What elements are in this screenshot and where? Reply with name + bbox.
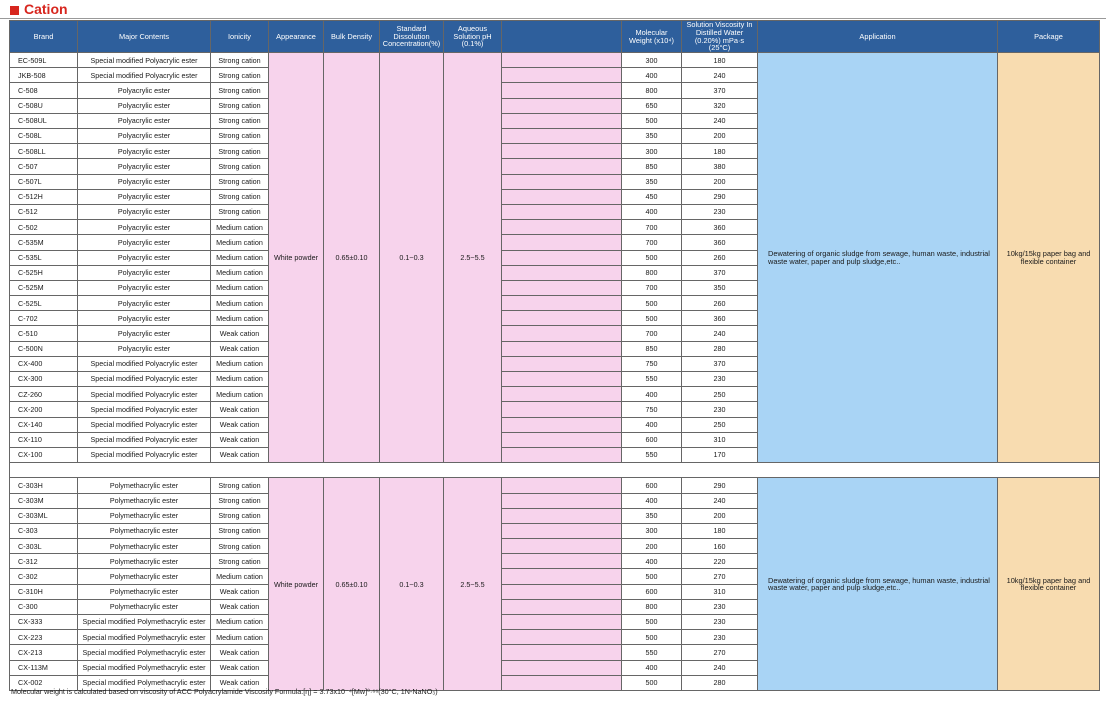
brand-cell: C-302 bbox=[10, 569, 78, 584]
viscosity-cell: 280 bbox=[682, 341, 758, 356]
viscosity-cell: 230 bbox=[682, 372, 758, 387]
brand-cell: C-300 bbox=[10, 599, 78, 614]
ionicity-cell: Strong cation bbox=[211, 129, 269, 144]
blank-cell bbox=[502, 341, 622, 356]
ionicity-cell: Weak cation bbox=[211, 447, 269, 462]
blank-cell bbox=[502, 615, 622, 630]
major-contents-cell: Special modified Polymethacrylic ester bbox=[78, 615, 211, 630]
ionicity-cell: Weak cation bbox=[211, 584, 269, 599]
blank-cell bbox=[502, 508, 622, 523]
major-contents-cell: Polyacrylic ester bbox=[78, 326, 211, 341]
ionicity-cell: Weak cation bbox=[211, 599, 269, 614]
ph-cell: 2.5~5.5 bbox=[444, 478, 502, 691]
major-contents-cell: Special modified Polymethacrylic ester bbox=[78, 630, 211, 645]
brand-cell: C-508L bbox=[10, 129, 78, 144]
brand-cell: CX-100 bbox=[10, 447, 78, 462]
blank-cell bbox=[502, 129, 622, 144]
bulk-density-cell: 0.65±0.10 bbox=[324, 53, 380, 463]
major-contents-cell: Polymethacrylic ester bbox=[78, 478, 211, 493]
viscosity-cell: 240 bbox=[682, 68, 758, 83]
section-header bbox=[0, 0, 1106, 20]
molecular-weight-cell: 500 bbox=[622, 630, 682, 645]
brand-cell: C-303ML bbox=[10, 508, 78, 523]
blank-cell bbox=[502, 402, 622, 417]
molecular-weight-cell: 800 bbox=[622, 265, 682, 280]
ionicity-cell: Weak cation bbox=[211, 341, 269, 356]
ionicity-cell: Strong cation bbox=[211, 508, 269, 523]
viscosity-cell: 200 bbox=[682, 129, 758, 144]
ionicity-cell: Weak cation bbox=[211, 432, 269, 447]
blank-cell bbox=[502, 53, 622, 68]
viscosity-cell: 360 bbox=[682, 220, 758, 235]
blank-cell bbox=[502, 523, 622, 538]
brand-cell: JKB-508 bbox=[10, 68, 78, 83]
molecular-weight-cell: 750 bbox=[622, 356, 682, 371]
molecular-weight-cell: 500 bbox=[622, 311, 682, 326]
viscosity-cell: 320 bbox=[682, 98, 758, 113]
brand-cell: C-702 bbox=[10, 311, 78, 326]
blank-cell bbox=[502, 144, 622, 159]
viscosity-cell: 170 bbox=[682, 447, 758, 462]
blank-cell bbox=[502, 387, 622, 402]
brand-cell: CX-140 bbox=[10, 417, 78, 432]
blank-cell bbox=[502, 296, 622, 311]
major-contents-cell: Polyacrylic ester bbox=[78, 159, 211, 174]
molecular-weight-cell: 400 bbox=[622, 493, 682, 508]
major-contents-cell: Polyacrylic ester bbox=[78, 98, 211, 113]
ionicity-cell: Strong cation bbox=[211, 113, 269, 128]
blank-cell bbox=[502, 113, 622, 128]
blank-cell bbox=[502, 447, 622, 462]
dissolution-cell: 0.1~0.3 bbox=[380, 478, 444, 691]
ionicity-cell: Weak cation bbox=[211, 326, 269, 341]
viscosity-cell: 370 bbox=[682, 356, 758, 371]
molecular-weight-cell: 400 bbox=[622, 68, 682, 83]
blank-cell bbox=[502, 235, 622, 250]
table-row bbox=[10, 53, 1100, 68]
blank-cell bbox=[502, 493, 622, 508]
ionicity-cell: Strong cation bbox=[211, 98, 269, 113]
major-contents-cell: Polyacrylic ester bbox=[78, 265, 211, 280]
ionicity-cell: Weak cation bbox=[211, 675, 269, 690]
ionicity-cell: Strong cation bbox=[211, 53, 269, 68]
blank-cell bbox=[502, 675, 622, 690]
blank-cell bbox=[502, 98, 622, 113]
major-contents-cell: Polyacrylic ester bbox=[78, 83, 211, 98]
brand-cell: C-510 bbox=[10, 326, 78, 341]
major-contents-cell: Polymethacrylic ester bbox=[78, 599, 211, 614]
ionicity-cell: Strong cation bbox=[211, 174, 269, 189]
ionicity-cell: Medium cation bbox=[211, 630, 269, 645]
ionicity-cell: Weak cation bbox=[211, 417, 269, 432]
blank-cell bbox=[502, 554, 622, 569]
molecular-weight-cell: 700 bbox=[622, 280, 682, 295]
molecular-weight-cell: 350 bbox=[622, 174, 682, 189]
major-contents-cell: Polyacrylic ester bbox=[78, 174, 211, 189]
viscosity-cell: 370 bbox=[682, 83, 758, 98]
major-contents-cell: Special modified Polyacrylic ester bbox=[78, 53, 211, 68]
application-cell: Dewatering of organic sludge from sewage, human waste, industrial waste water, paper and pulp sludge,etc.. bbox=[758, 53, 998, 463]
major-contents-cell: Polymethacrylic ester bbox=[78, 539, 211, 554]
major-contents-cell: Special modified Polymethacrylic ester bbox=[78, 645, 211, 660]
viscosity-cell: 230 bbox=[682, 599, 758, 614]
major-contents-cell: Special modified Polyacrylic ester bbox=[78, 432, 211, 447]
molecular-weight-cell: 750 bbox=[622, 402, 682, 417]
brand-cell: C-525H bbox=[10, 265, 78, 280]
brand-cell: C-507L bbox=[10, 174, 78, 189]
viscosity-cell: 200 bbox=[682, 174, 758, 189]
blank-cell bbox=[502, 539, 622, 554]
brand-cell: CX-300 bbox=[10, 372, 78, 387]
blank-cell bbox=[502, 311, 622, 326]
viscosity-cell: 270 bbox=[682, 569, 758, 584]
molecular-weight-cell: 850 bbox=[622, 341, 682, 356]
section-title: Cation bbox=[24, 1, 68, 17]
blank-cell bbox=[502, 417, 622, 432]
brand-cell: C-535L bbox=[10, 250, 78, 265]
application-cell: Dewatering of organic sludge from sewage, human waste, industrial waste water, paper and pulp sludge,etc.. bbox=[758, 478, 998, 691]
brand-cell: C-508LL bbox=[10, 144, 78, 159]
blank-cell bbox=[502, 432, 622, 447]
viscosity-cell: 310 bbox=[682, 584, 758, 599]
molecular-weight-cell: 550 bbox=[622, 447, 682, 462]
viscosity-cell: 180 bbox=[682, 144, 758, 159]
major-contents-cell: Polymethacrylic ester bbox=[78, 523, 211, 538]
blank-cell bbox=[502, 280, 622, 295]
major-contents-cell: Special modified Polyacrylic ester bbox=[78, 372, 211, 387]
package-cell: 10kg/15kg paper bag and flexible container bbox=[998, 53, 1100, 463]
major-contents-cell: Polymethacrylic ester bbox=[78, 493, 211, 508]
major-contents-cell: Special modified Polyacrylic ester bbox=[78, 68, 211, 83]
major-contents-cell: Special modified Polyacrylic ester bbox=[78, 356, 211, 371]
ionicity-cell: Medium cation bbox=[211, 569, 269, 584]
brand-cell: CX-110 bbox=[10, 432, 78, 447]
major-contents-cell: Special modified Polyacrylic ester bbox=[78, 402, 211, 417]
viscosity-cell: 240 bbox=[682, 326, 758, 341]
brand-cell: CX-333 bbox=[10, 615, 78, 630]
table-row bbox=[10, 478, 1100, 493]
brand-cell: C-508 bbox=[10, 83, 78, 98]
blank-cell bbox=[502, 204, 622, 219]
ionicity-cell: Weak cation bbox=[211, 660, 269, 675]
blank-cell bbox=[502, 630, 622, 645]
brand-cell: C-508UL bbox=[10, 113, 78, 128]
ionicity-cell: Medium cation bbox=[211, 356, 269, 371]
major-contents-cell: Polyacrylic ester bbox=[78, 189, 211, 204]
major-contents-cell: Polymethacrylic ester bbox=[78, 584, 211, 599]
blank-cell bbox=[502, 159, 622, 174]
ionicity-cell: Strong cation bbox=[211, 68, 269, 83]
molecular-weight-cell: 200 bbox=[622, 539, 682, 554]
brand-cell: CX-002 bbox=[10, 675, 78, 690]
molecular-weight-cell: 700 bbox=[622, 326, 682, 341]
molecular-weight-cell: 700 bbox=[622, 235, 682, 250]
col-header-molecular-weight: Molecular Weight (x10⁴) bbox=[622, 21, 682, 53]
molecular-weight-cell: 600 bbox=[622, 478, 682, 493]
major-contents-cell: Polyacrylic ester bbox=[78, 235, 211, 250]
major-contents-cell: Special modified Polyacrylic ester bbox=[78, 387, 211, 402]
major-contents-cell: Special modified Polyacrylic ester bbox=[78, 447, 211, 462]
brand-cell: C-312 bbox=[10, 554, 78, 569]
molecular-weight-cell: 450 bbox=[622, 189, 682, 204]
viscosity-cell: 270 bbox=[682, 645, 758, 660]
group-separator-cell bbox=[10, 463, 1100, 478]
major-contents-cell: Polyacrylic ester bbox=[78, 280, 211, 295]
col-header-bulk-density: Bulk Density bbox=[324, 21, 380, 53]
viscosity-cell: 290 bbox=[682, 189, 758, 204]
blank-cell bbox=[502, 478, 622, 493]
molecular-weight-cell: 800 bbox=[622, 83, 682, 98]
major-contents-cell: Special modified Polymethacrylic ester bbox=[78, 660, 211, 675]
col-header-blank bbox=[502, 21, 622, 53]
major-contents-cell: Polyacrylic ester bbox=[78, 113, 211, 128]
section-rule bbox=[0, 18, 1106, 19]
brand-cell: C-512 bbox=[10, 204, 78, 219]
brand-cell: C-303 bbox=[10, 523, 78, 538]
blank-cell bbox=[502, 584, 622, 599]
ionicity-cell: Medium cation bbox=[211, 250, 269, 265]
brand-cell: C-535M bbox=[10, 235, 78, 250]
brand-cell: C-303H bbox=[10, 478, 78, 493]
brand-cell: CX-213 bbox=[10, 645, 78, 660]
ionicity-cell: Strong cation bbox=[211, 554, 269, 569]
molecular-weight-cell: 700 bbox=[622, 220, 682, 235]
brand-cell: C-500N bbox=[10, 341, 78, 356]
blank-cell bbox=[502, 326, 622, 341]
brand-cell: CX-223 bbox=[10, 630, 78, 645]
ionicity-cell: Medium cation bbox=[211, 220, 269, 235]
major-contents-cell: Special modified Polymethacrylic ester bbox=[78, 675, 211, 690]
molecular-weight-cell: 550 bbox=[622, 645, 682, 660]
brand-cell: C-502 bbox=[10, 220, 78, 235]
molecular-weight-cell: 300 bbox=[622, 523, 682, 538]
ionicity-cell: Strong cation bbox=[211, 83, 269, 98]
blank-cell bbox=[502, 220, 622, 235]
brand-cell: C-525M bbox=[10, 280, 78, 295]
viscosity-cell: 370 bbox=[682, 265, 758, 280]
major-contents-cell: Polymethacrylic ester bbox=[78, 569, 211, 584]
major-contents-cell: Polyacrylic ester bbox=[78, 311, 211, 326]
cation-product-table bbox=[9, 20, 1100, 691]
molecular-weight-cell: 800 bbox=[622, 599, 682, 614]
molecular-weight-cell: 600 bbox=[622, 584, 682, 599]
blank-cell bbox=[502, 569, 622, 584]
brand-cell: C-303M bbox=[10, 493, 78, 508]
ionicity-cell: Medium cation bbox=[211, 296, 269, 311]
blank-cell bbox=[502, 68, 622, 83]
viscosity-cell: 290 bbox=[682, 478, 758, 493]
viscosity-cell: 180 bbox=[682, 53, 758, 68]
ionicity-cell: Weak cation bbox=[211, 645, 269, 660]
ionicity-cell: Medium cation bbox=[211, 615, 269, 630]
ionicity-cell: Strong cation bbox=[211, 189, 269, 204]
ionicity-cell: Medium cation bbox=[211, 387, 269, 402]
viscosity-cell: 240 bbox=[682, 660, 758, 675]
ionicity-cell: Medium cation bbox=[211, 280, 269, 295]
major-contents-cell: Polyacrylic ester bbox=[78, 250, 211, 265]
viscosity-cell: 310 bbox=[682, 432, 758, 447]
molecular-weight-cell: 550 bbox=[622, 372, 682, 387]
col-header-package: Package bbox=[998, 21, 1100, 53]
brand-cell: CX-200 bbox=[10, 402, 78, 417]
ionicity-cell: Medium cation bbox=[211, 311, 269, 326]
molecular-weight-cell: 500 bbox=[622, 569, 682, 584]
appearance-cell: White powder bbox=[269, 53, 324, 463]
molecular-weight-cell: 500 bbox=[622, 615, 682, 630]
col-header-appearance: Appearance bbox=[269, 21, 324, 53]
viscosity-cell: 220 bbox=[682, 554, 758, 569]
molecular-weight-cell: 400 bbox=[622, 554, 682, 569]
blank-cell bbox=[502, 174, 622, 189]
viscosity-cell: 360 bbox=[682, 311, 758, 326]
major-contents-cell: Polyacrylic ester bbox=[78, 144, 211, 159]
ionicity-cell: Strong cation bbox=[211, 493, 269, 508]
blank-cell bbox=[502, 250, 622, 265]
ionicity-cell: Medium cation bbox=[211, 235, 269, 250]
ionicity-cell: Strong cation bbox=[211, 539, 269, 554]
viscosity-cell: 240 bbox=[682, 113, 758, 128]
brand-cell: CZ-260 bbox=[10, 387, 78, 402]
col-header-ph: Aqueous Solution pH (0.1%) bbox=[444, 21, 502, 53]
major-contents-cell: Polymethacrylic ester bbox=[78, 554, 211, 569]
ph-cell: 2.5~5.5 bbox=[444, 53, 502, 463]
viscosity-cell: 250 bbox=[682, 417, 758, 432]
blank-cell bbox=[502, 645, 622, 660]
blank-cell bbox=[502, 599, 622, 614]
blank-cell bbox=[502, 189, 622, 204]
col-header-application: Application bbox=[758, 21, 998, 53]
major-contents-cell: Polyacrylic ester bbox=[78, 296, 211, 311]
blank-cell bbox=[502, 372, 622, 387]
major-contents-cell: Polyacrylic ester bbox=[78, 129, 211, 144]
molecular-weight-cell: 350 bbox=[622, 129, 682, 144]
dissolution-cell: 0.1~0.3 bbox=[380, 53, 444, 463]
viscosity-cell: 200 bbox=[682, 508, 758, 523]
package-cell: 10kg/15kg paper bag and flexible container bbox=[998, 478, 1100, 691]
ionicity-cell: Weak cation bbox=[211, 402, 269, 417]
brand-cell: EC-509L bbox=[10, 53, 78, 68]
col-header-major-contents: Major Contents bbox=[78, 21, 211, 53]
ionicity-cell: Strong cation bbox=[211, 523, 269, 538]
col-header-ionicity: Ionicity bbox=[211, 21, 269, 53]
brand-cell: C-508U bbox=[10, 98, 78, 113]
ionicity-cell: Strong cation bbox=[211, 144, 269, 159]
viscosity-cell: 360 bbox=[682, 235, 758, 250]
brand-cell: C-303L bbox=[10, 539, 78, 554]
viscosity-cell: 230 bbox=[682, 630, 758, 645]
blank-cell bbox=[502, 356, 622, 371]
brand-cell: CX-400 bbox=[10, 356, 78, 371]
blank-cell bbox=[502, 660, 622, 675]
molecular-weight-cell: 600 bbox=[622, 432, 682, 447]
header-row bbox=[10, 21, 1100, 53]
bulk-density-cell: 0.65±0.10 bbox=[324, 478, 380, 691]
viscosity-cell: 180 bbox=[682, 523, 758, 538]
ionicity-cell: Strong cation bbox=[211, 204, 269, 219]
section-marker-icon bbox=[10, 6, 19, 15]
appearance-cell: White powder bbox=[269, 478, 324, 691]
molecular-weight-cell: 400 bbox=[622, 387, 682, 402]
viscosity-cell: 350 bbox=[682, 280, 758, 295]
viscosity-cell: 160 bbox=[682, 539, 758, 554]
molecular-weight-cell: 500 bbox=[622, 675, 682, 690]
molecular-weight-cell: 300 bbox=[622, 144, 682, 159]
brand-cell: C-512H bbox=[10, 189, 78, 204]
col-header-brand: Brand bbox=[10, 21, 78, 53]
ionicity-cell: Strong cation bbox=[211, 159, 269, 174]
molecular-weight-cell: 500 bbox=[622, 250, 682, 265]
viscosity-cell: 380 bbox=[682, 159, 758, 174]
blank-cell bbox=[502, 265, 622, 280]
major-contents-cell: Polyacrylic ester bbox=[78, 204, 211, 219]
ionicity-cell: Medium cation bbox=[211, 265, 269, 280]
brand-cell: CX-113M bbox=[10, 660, 78, 675]
molecular-weight-cell: 400 bbox=[622, 660, 682, 675]
viscosity-cell: 230 bbox=[682, 615, 758, 630]
ionicity-cell: Medium cation bbox=[211, 372, 269, 387]
footnote: Molecular weight is calculated based on viscosity of ACC Polyacrylamide Viscosity Formula:[η] = 3.73x10⁻⁴[Mw]⁰·⁶⁶(30°C, 1N-NaNO₃) bbox=[11, 687, 438, 696]
major-contents-cell: Polymethacrylic ester bbox=[78, 508, 211, 523]
molecular-weight-cell: 500 bbox=[622, 296, 682, 311]
viscosity-cell: 260 bbox=[682, 250, 758, 265]
col-header-dissolution: Standard Dissolution Concentration(%) bbox=[380, 21, 444, 53]
viscosity-cell: 230 bbox=[682, 204, 758, 219]
brand-cell: C-310H bbox=[10, 584, 78, 599]
viscosity-cell: 240 bbox=[682, 493, 758, 508]
molecular-weight-cell: 850 bbox=[622, 159, 682, 174]
molecular-weight-cell: 400 bbox=[622, 204, 682, 219]
viscosity-cell: 260 bbox=[682, 296, 758, 311]
molecular-weight-cell: 350 bbox=[622, 508, 682, 523]
viscosity-cell: 280 bbox=[682, 675, 758, 690]
molecular-weight-cell: 300 bbox=[622, 53, 682, 68]
major-contents-cell: Polyacrylic ester bbox=[78, 220, 211, 235]
major-contents-cell: Special modified Polyacrylic ester bbox=[78, 417, 211, 432]
molecular-weight-cell: 400 bbox=[622, 417, 682, 432]
major-contents-cell: Polyacrylic ester bbox=[78, 341, 211, 356]
viscosity-cell: 250 bbox=[682, 387, 758, 402]
brand-cell: C-507 bbox=[10, 159, 78, 174]
viscosity-cell: 230 bbox=[682, 402, 758, 417]
col-header-viscosity: Solution Viscosity In Distilled Water (0.20%) mPa·s (25°C) bbox=[682, 21, 758, 53]
blank-cell bbox=[502, 83, 622, 98]
ionicity-cell: Strong cation bbox=[211, 478, 269, 493]
molecular-weight-cell: 500 bbox=[622, 113, 682, 128]
molecular-weight-cell: 650 bbox=[622, 98, 682, 113]
brand-cell: C-525L bbox=[10, 296, 78, 311]
group-separator bbox=[10, 463, 1100, 478]
